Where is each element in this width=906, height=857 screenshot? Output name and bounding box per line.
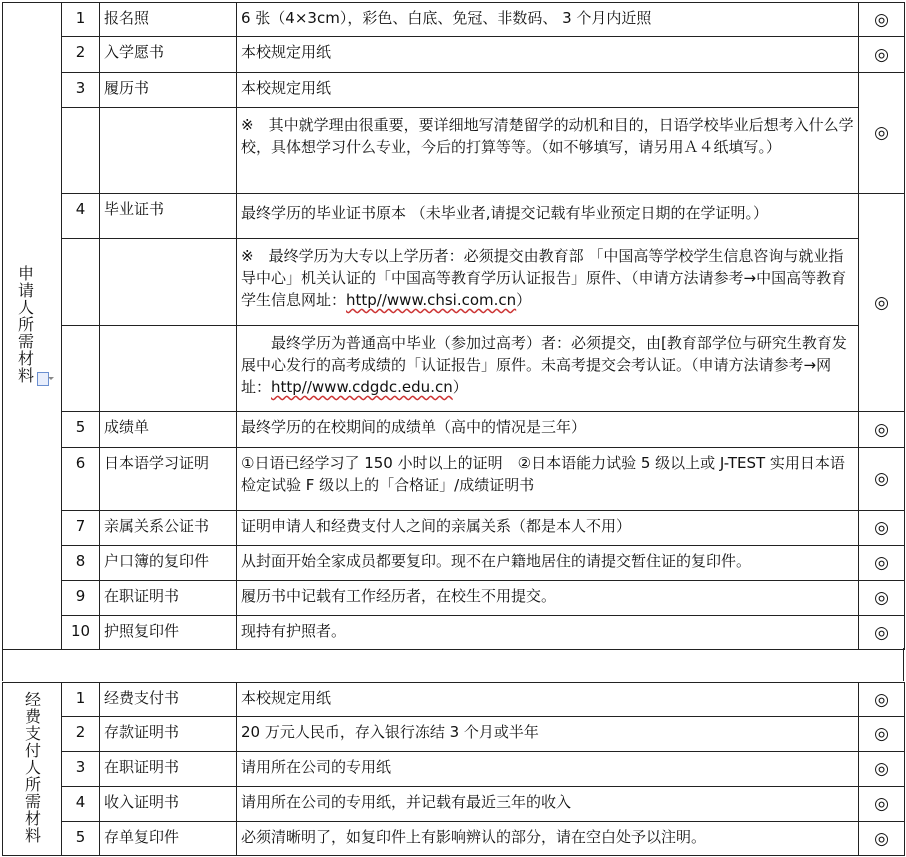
material-name: 在职证明书 <box>100 581 237 616</box>
applicant-materials-table <box>2 2 905 650</box>
material-description: 本校规定用纸 <box>237 683 859 717</box>
material-name: 在职证明书 <box>100 752 237 787</box>
row-number: 2 <box>62 717 100 752</box>
material-description: 必须清晰明了，如复印件上有影响辨认的部分，请在空白处予以注明。 <box>237 822 859 856</box>
sponsor-section-label: 经费支付人所需材料 <box>3 683 62 856</box>
material-description: 请用所在公司的专用纸 <box>237 752 859 787</box>
sponsor-materials-table <box>2 682 905 856</box>
required-mark: ◎ <box>859 752 905 787</box>
material-name: 成绩单 <box>100 412 237 448</box>
empty-cell <box>100 326 237 412</box>
required-mark: ◎ <box>859 616 905 650</box>
material-name: 报名照 <box>100 3 237 37</box>
empty-cell <box>62 108 100 194</box>
row-number: 3 <box>62 73 100 108</box>
material-description: 本校规定用纸 <box>237 37 859 73</box>
row-number: 6 <box>62 448 100 511</box>
material-name: 入学愿书 <box>100 37 237 73</box>
required-mark: ◎ <box>859 194 905 412</box>
required-mark: ◎ <box>859 73 905 194</box>
material-description: 最终学历的在校期间的成绩单（高中的情况是三年） <box>237 412 859 448</box>
row-number: 1 <box>62 3 100 37</box>
material-name: 履历书 <box>100 73 237 108</box>
material-name: 经费支付书 <box>100 683 237 717</box>
row-number: 3 <box>62 752 100 787</box>
empty-cell <box>100 239 237 326</box>
row-number: 4 <box>62 787 100 822</box>
row-number: 10 <box>62 616 100 650</box>
material-note: ※ 最终学历为大专以上学历者：必须提交由教育部 「中国高等学校学生信息咨询与就业指导中心」机关认证的「中国高等教育学历认证报告」原件、（申请方法请参考→中国高等教育学生信息网址：http//www.chsi.com.cn） <box>237 239 859 326</box>
required-mark: ◎ <box>859 822 905 856</box>
material-name: 户口簿的复印件 <box>100 546 237 581</box>
row-number: 5 <box>62 412 100 448</box>
chsi-url: http//www.chsi.com.cn <box>346 291 517 309</box>
material-name: 亲属关系公证书 <box>100 511 237 546</box>
row-number: 5 <box>62 822 100 856</box>
material-note: 最终学历为普通高中毕业（参加过高考）者：必须提交，由[教育部学位与研究生教育发展中心发行的高考成绩的「认证报告」原件。未高考提交会考认证。（申请方法请参考→网址：http//www.cdgdc.edu.cn） <box>237 326 859 412</box>
section-divider <box>2 648 904 681</box>
material-note: ※ 其中就学理由很重要，要详细地写清楚留学的动机和目的，日语学校毕业后想考入什么学校，具体想学习什么专业，今后的打算等等。（如不够填写，请另用Ａ４纸填写。） <box>237 108 859 194</box>
required-mark: ◎ <box>859 448 905 511</box>
row-number: 8 <box>62 546 100 581</box>
material-description: 请用所在公司的专用纸，并记载有最近三年的收入 <box>237 787 859 822</box>
material-name: 护照复印件 <box>100 616 237 650</box>
material-description: 履历书中记载有工作经历者，在校生不用提交。 <box>237 581 859 616</box>
material-description: 最终学历的毕业证书原本 （未毕业者,请提交记载有毕业预定日期的在学证明。） <box>237 194 859 239</box>
material-name: 日本语学习证明 <box>100 448 237 511</box>
empty-cell <box>62 239 100 326</box>
required-mark: ◎ <box>859 546 905 581</box>
material-description: 本校规定用纸 <box>237 73 859 108</box>
material-name: 毕业证书 <box>100 194 237 239</box>
required-mark: ◎ <box>859 683 905 717</box>
required-mark: ◎ <box>859 717 905 752</box>
empty-cell <box>100 108 237 194</box>
row-number: 7 <box>62 511 100 546</box>
row-number: 9 <box>62 581 100 616</box>
document-icon <box>37 372 49 386</box>
row-number: 2 <box>62 37 100 73</box>
material-description: 20 万元人民币，存入银行冻结 3 个月或半年 <box>237 717 859 752</box>
row-number: 1 <box>62 683 100 717</box>
required-mark: ◎ <box>859 37 905 73</box>
applicant-section-label: 申请人所需材料 <box>3 3 62 650</box>
required-mark: ◎ <box>859 3 905 37</box>
material-description: 现持有护照者。 <box>237 616 859 650</box>
material-name: 收入证明书 <box>100 787 237 822</box>
material-description: 从封面开始全家成员都要复印。现不在户籍地居住的请提交暂住证的复印件。 <box>237 546 859 581</box>
material-description: 6 张（4×3cm），彩色、白底、免冠、非数码、 3 个月内近照 <box>237 3 859 37</box>
required-mark: ◎ <box>859 787 905 822</box>
required-mark: ◎ <box>859 581 905 616</box>
required-mark: ◎ <box>859 511 905 546</box>
material-description: ①日语已经学习了 150 小时以上的证明 ②日本语能力试验 5 级以上或 J-TEST 实用日本语检定试验 F 级以上的「合格证」/成绩证明书 <box>237 448 859 511</box>
material-name: 存单复印件 <box>100 822 237 856</box>
row-number: 4 <box>62 194 100 239</box>
required-mark: ◎ <box>859 412 905 448</box>
material-description: 证明申请人和经费支付人之间的亲属关系（都是本人不用） <box>237 511 859 546</box>
cdgdc-url: http//www.cdgdc.edu.cn <box>271 378 453 396</box>
empty-cell <box>62 326 100 412</box>
material-name: 存款证明书 <box>100 717 237 752</box>
